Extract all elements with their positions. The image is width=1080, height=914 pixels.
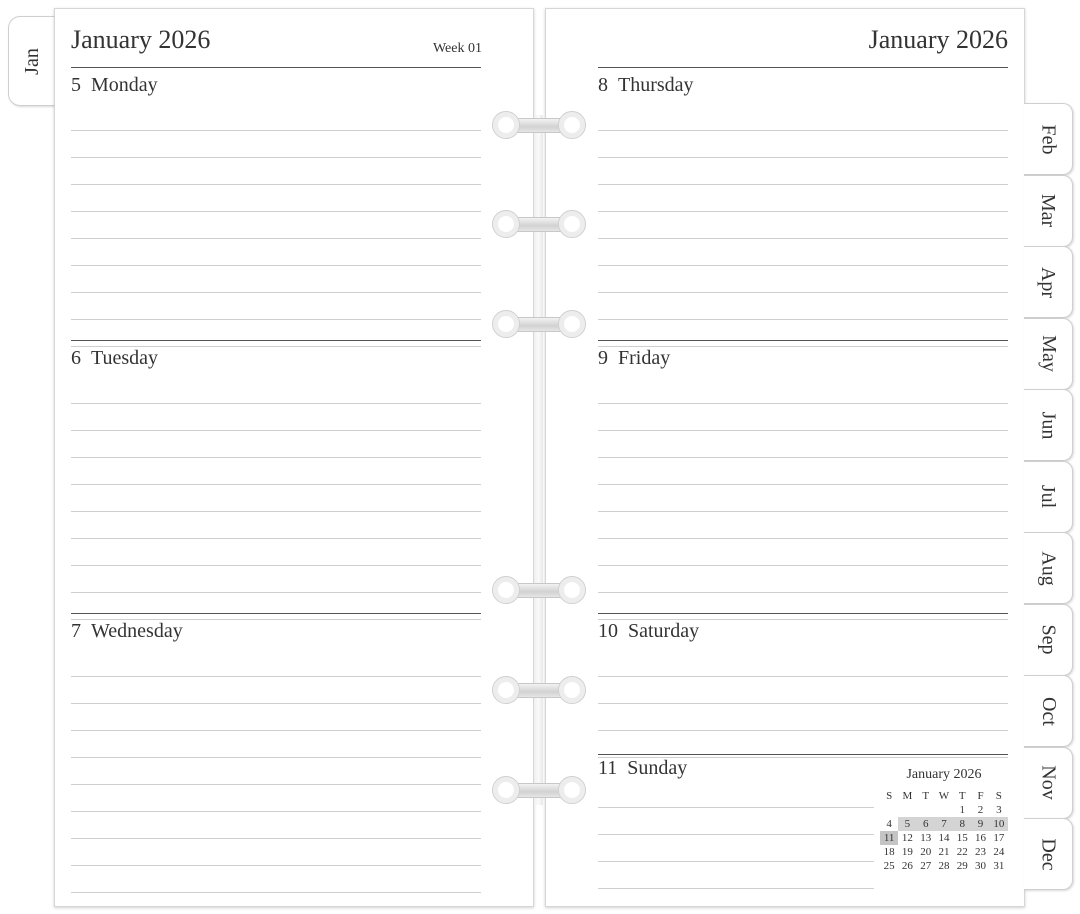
weekday-row — [880, 789, 1008, 803]
writing-line[interactable] — [598, 835, 874, 862]
week-row — [880, 831, 1008, 845]
writing-lines[interactable] — [71, 650, 481, 893]
writing-line[interactable] — [71, 731, 481, 758]
writing-line[interactable] — [71, 185, 481, 212]
writing-lines[interactable] — [598, 377, 1008, 620]
calendar-day: 16 — [975, 832, 987, 844]
tab-jan-label: Jan — [20, 47, 43, 75]
writing-line[interactable] — [71, 758, 481, 785]
tab-sep[interactable] — [1024, 604, 1073, 676]
day-thursday[interactable] — [598, 68, 1008, 347]
writing-line[interactable] — [598, 566, 1008, 593]
writing-line[interactable] — [71, 458, 481, 485]
weekday-label: M — [902, 790, 913, 802]
writing-lines[interactable] — [598, 781, 874, 889]
weekday-label: T — [958, 790, 966, 802]
writing-line[interactable] — [71, 650, 481, 677]
weekday-label: F — [977, 790, 984, 802]
tab-apr[interactable] — [1024, 246, 1073, 318]
calendar-day: 8 — [953, 817, 971, 831]
calendar-day: 4 — [886, 818, 892, 830]
calendar-day: 22 — [956, 846, 968, 858]
binder-ring — [492, 576, 586, 604]
tab-label: Nov — [1037, 765, 1060, 800]
day-name: Friday — [618, 347, 671, 369]
writing-line[interactable] — [71, 104, 481, 131]
writing-line[interactable] — [71, 704, 481, 731]
tab-aug[interactable] — [1024, 532, 1073, 604]
week-label: Week 01 — [432, 41, 482, 56]
day-name: Sunday — [627, 757, 688, 779]
weekday-label: W — [938, 790, 950, 802]
calendar-day: 15 — [956, 832, 968, 844]
calendar-day: 7 — [935, 817, 953, 831]
tab-jan[interactable] — [8, 16, 55, 106]
mini-calendar-grid — [880, 789, 1008, 873]
calendar-day: 12 — [901, 832, 913, 844]
binder-ring — [492, 310, 586, 338]
writing-line[interactable] — [71, 377, 481, 404]
tab-label: Oct — [1037, 696, 1060, 726]
day-name: Tuesday — [91, 347, 159, 369]
day-name: Wednesday — [91, 620, 183, 642]
calendar-day: 18 — [883, 846, 895, 858]
writing-line[interactable] — [71, 677, 481, 704]
weekday-label: S — [995, 790, 1002, 802]
mini-calendar — [880, 767, 1008, 873]
tab-label: Jul — [1037, 484, 1060, 509]
calendar-day — [917, 803, 935, 817]
binder-ring — [492, 776, 586, 804]
calendar-day: 11 — [880, 831, 898, 845]
writing-line[interactable] — [598, 239, 1008, 266]
tab-label: Mar — [1037, 193, 1060, 228]
writing-line[interactable] — [598, 458, 1008, 485]
calendar-day: 27 — [920, 860, 932, 872]
day-friday[interactable] — [598, 340, 1008, 620]
day-name: Saturday — [628, 620, 700, 642]
calendar-day: 6 — [917, 817, 935, 831]
tab-may[interactable] — [1024, 318, 1073, 390]
writing-line[interactable] — [598, 377, 1008, 404]
writing-line[interactable] — [71, 539, 481, 566]
writing-line[interactable] — [598, 212, 1008, 239]
writing-lines[interactable] — [598, 104, 1008, 347]
tab-oct[interactable] — [1024, 675, 1073, 747]
calendar-day: 20 — [920, 846, 932, 858]
calendar-day: 23 — [975, 846, 987, 858]
calendar-day: 29 — [956, 860, 968, 872]
calendar-day: 10 — [990, 817, 1008, 831]
calendar-day — [935, 803, 953, 817]
binder-ring — [492, 111, 586, 139]
writing-line[interactable] — [71, 839, 481, 866]
tab-feb[interactable] — [1024, 103, 1073, 175]
writing-line[interactable] — [598, 104, 1008, 131]
writing-line[interactable] — [71, 566, 481, 593]
right-page — [545, 8, 1025, 907]
day-number: 9 — [598, 347, 608, 369]
left-page-title: January 2026 — [71, 25, 211, 54]
calendar-day: 24 — [993, 846, 1005, 858]
writing-line[interactable] — [598, 808, 874, 835]
tab-jun[interactable] — [1024, 389, 1073, 461]
calendar-day: 25 — [883, 860, 895, 872]
calendar-day: 26 — [901, 860, 913, 872]
tab-label: Dec — [1037, 837, 1060, 871]
week-row — [880, 817, 1008, 831]
left-page — [54, 8, 534, 907]
day-name: Monday — [91, 74, 158, 96]
writing-line[interactable] — [598, 404, 1008, 431]
tab-label: May — [1037, 335, 1060, 372]
week-row — [880, 803, 1008, 817]
week-row — [880, 845, 1008, 859]
writing-line[interactable] — [598, 485, 1008, 512]
writing-line[interactable] — [598, 431, 1008, 458]
calendar-day: 19 — [901, 846, 913, 858]
calendar-day: 14 — [938, 832, 950, 844]
calendar-day: 13 — [920, 832, 932, 844]
writing-line[interactable] — [71, 131, 481, 158]
tab-label: Jun — [1037, 411, 1060, 439]
day-saturday[interactable] — [598, 613, 1008, 758]
calendar-day — [898, 803, 916, 817]
tab-label: Sep — [1037, 624, 1060, 655]
calendar-day: 31 — [993, 860, 1005, 872]
writing-line[interactable] — [71, 866, 481, 893]
writing-line[interactable] — [71, 512, 481, 539]
writing-line[interactable] — [598, 781, 874, 808]
tab-jul[interactable] — [1024, 461, 1073, 533]
day-number: 5 — [71, 74, 81, 96]
writing-line[interactable] — [598, 131, 1008, 158]
writing-line[interactable] — [598, 862, 874, 889]
binder-ring — [492, 210, 586, 238]
calendar-day: 30 — [975, 860, 987, 872]
calendar-day: 17 — [993, 832, 1005, 844]
writing-line[interactable] — [71, 293, 481, 320]
day-number: 8 — [598, 74, 608, 96]
writing-line[interactable] — [598, 185, 1008, 212]
calendar-day: 2 — [977, 804, 984, 816]
day-number: 10 — [598, 620, 618, 642]
writing-lines[interactable] — [71, 104, 481, 347]
day-wednesday[interactable] — [71, 613, 481, 893]
tab-label: Apr — [1037, 266, 1060, 298]
writing-line[interactable] — [71, 266, 481, 293]
writing-lines[interactable] — [71, 377, 481, 620]
tab-label: Feb — [1037, 124, 1060, 154]
writing-line[interactable] — [71, 239, 481, 266]
calendar-day: 28 — [938, 860, 950, 872]
calendar-day: 5 — [898, 817, 916, 831]
week-row — [880, 859, 1008, 873]
writing-line[interactable] — [598, 266, 1008, 293]
day-number: 11 — [598, 757, 618, 779]
writing-line[interactable] — [598, 293, 1008, 320]
calendar-day: 3 — [996, 804, 1002, 816]
writing-line[interactable] — [598, 650, 1008, 677]
day-tuesday[interactable] — [71, 340, 481, 620]
tab-label: Aug — [1037, 550, 1060, 586]
writing-line[interactable] — [71, 485, 481, 512]
day-name: Thursday — [618, 74, 694, 96]
weekday-label: T — [922, 790, 930, 802]
writing-line[interactable] — [71, 431, 481, 458]
writing-line[interactable] — [598, 512, 1008, 539]
calendar-day: 9 — [971, 817, 989, 831]
writing-line[interactable] — [598, 677, 1008, 704]
writing-line[interactable] — [598, 158, 1008, 185]
writing-line[interactable] — [71, 158, 481, 185]
weekday-label: S — [886, 790, 893, 802]
writing-line[interactable] — [598, 539, 1008, 566]
right-page-title: January 2026 — [868, 25, 1008, 54]
writing-line[interactable] — [71, 785, 481, 812]
calendar-day: 1 — [959, 804, 966, 816]
day-monday[interactable] — [71, 68, 481, 347]
mini-calendar-title: January 2026 — [906, 767, 982, 782]
tab-dec[interactable] — [1024, 818, 1073, 890]
tab-nov[interactable] — [1024, 747, 1073, 819]
writing-line[interactable] — [71, 812, 481, 839]
day-number: 6 — [71, 347, 81, 369]
calendar-day — [880, 803, 898, 817]
day-number: 7 — [71, 620, 81, 642]
writing-lines[interactable] — [598, 650, 1008, 758]
writing-line[interactable] — [598, 704, 1008, 731]
calendar-day: 21 — [938, 846, 950, 858]
writing-line[interactable] — [71, 212, 481, 239]
writing-line[interactable] — [71, 404, 481, 431]
tab-mar[interactable] — [1024, 175, 1073, 247]
binder-ring — [492, 676, 586, 704]
